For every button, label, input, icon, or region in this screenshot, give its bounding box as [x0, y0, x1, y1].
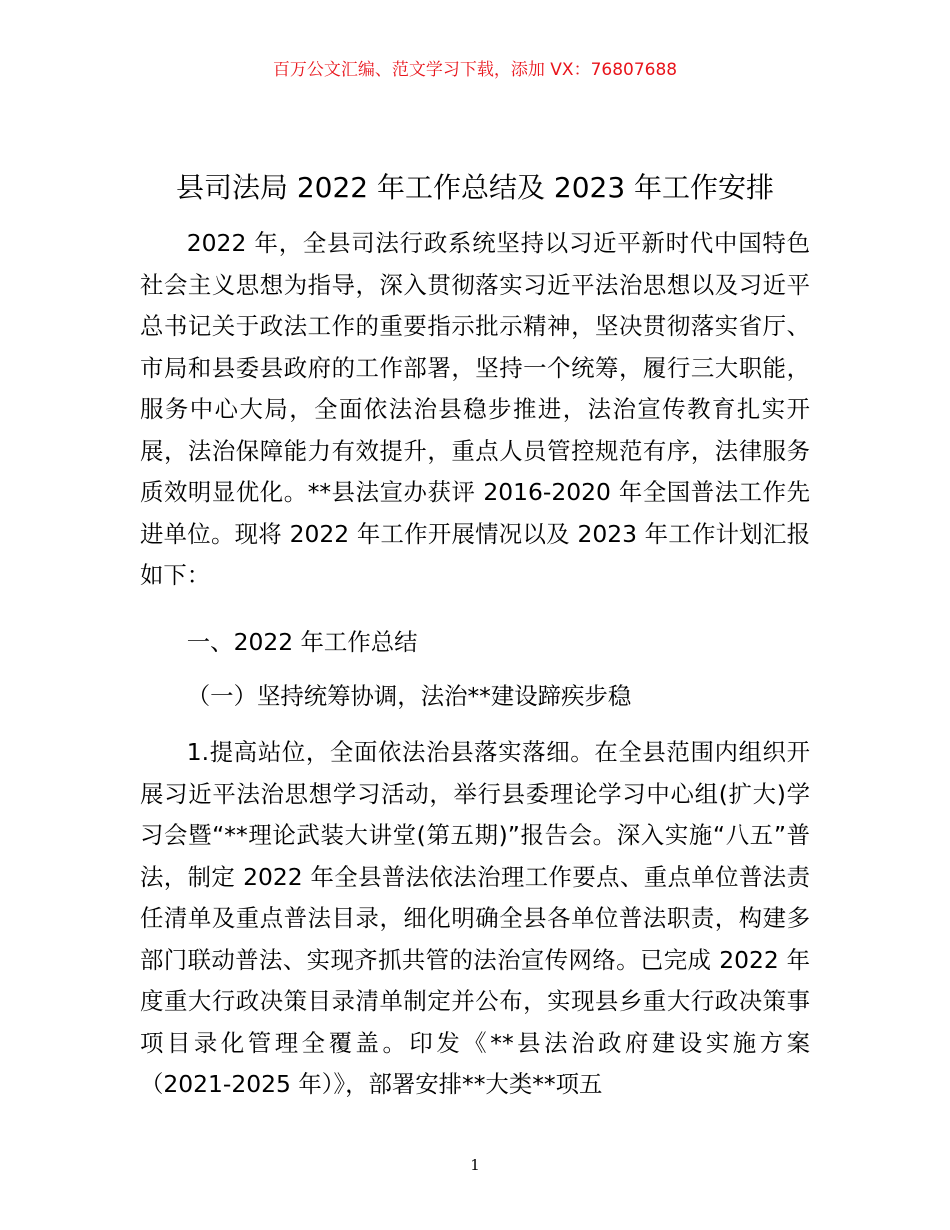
subsection-heading-block [140, 676, 810, 718]
section-heading-block [140, 622, 810, 664]
item-paragraph: 1.提高站位，全面依法治县落实落细。在全县范围内组织开展习近平法治思想学习活动，举行县委理论学习中心组(扩大)学习会暨“**理论武装大讲堂(第五期)”报告会。深入实施“八五”普法，制定 2022 年全县普法依法治理工作要点、重点单位普法责任清单及重点普法目录，细化明确全县各单位普法职责，构建多部门联动普法、实现齐抓共管的法治宣传网络。已完成 2022 年度重大行政决策目录清单制定并公布，实现县乡重大行政决策事项目录化管理全覆盖。印发《**县法治政府建设实施方案（2021-2025 年）》，部署安排**大类**项五 [140, 738, 810, 1098]
section-heading: 一、2022 年工作总结 [186, 628, 418, 656]
watermark-header: 百万公文汇编、范文学习下载，添加 VX：76807688 [272, 60, 678, 80]
subsection-heading: （一）坚持统筹协调，法治**建设蹄疾步稳 [186, 682, 632, 710]
intro-paragraph: 2022 年，全县司法行政系统坚持以习近平新时代中国特色社会主义思想为指导，深入贯彻落实习近平法治思想以及习近平总书记关于政法工作的重要指示批示精神，坚决贯彻落实省厅、市局和县委县政府的工作部署，坚持一个统筹，履行三大职能，服务中心大局，全面依法治县稳步推进，法治宣传教育扎实开展，法治保障能力有效提升，重点人员管控规范有序，法律服务质效明显优化。**县法宣办获评 2016-2020 年全国普法工作先进单位。现将 2022 年工作开展情况以及 2023 年工作计划汇报如下： [140, 229, 810, 589]
document-title: 县司法局 2022 年工作总结及 2023 年工作安排 [175, 171, 775, 204]
item-paragraph-block [140, 732, 810, 1106]
page-number: 1 [470, 1156, 480, 1174]
intro-paragraph-block [140, 223, 810, 597]
